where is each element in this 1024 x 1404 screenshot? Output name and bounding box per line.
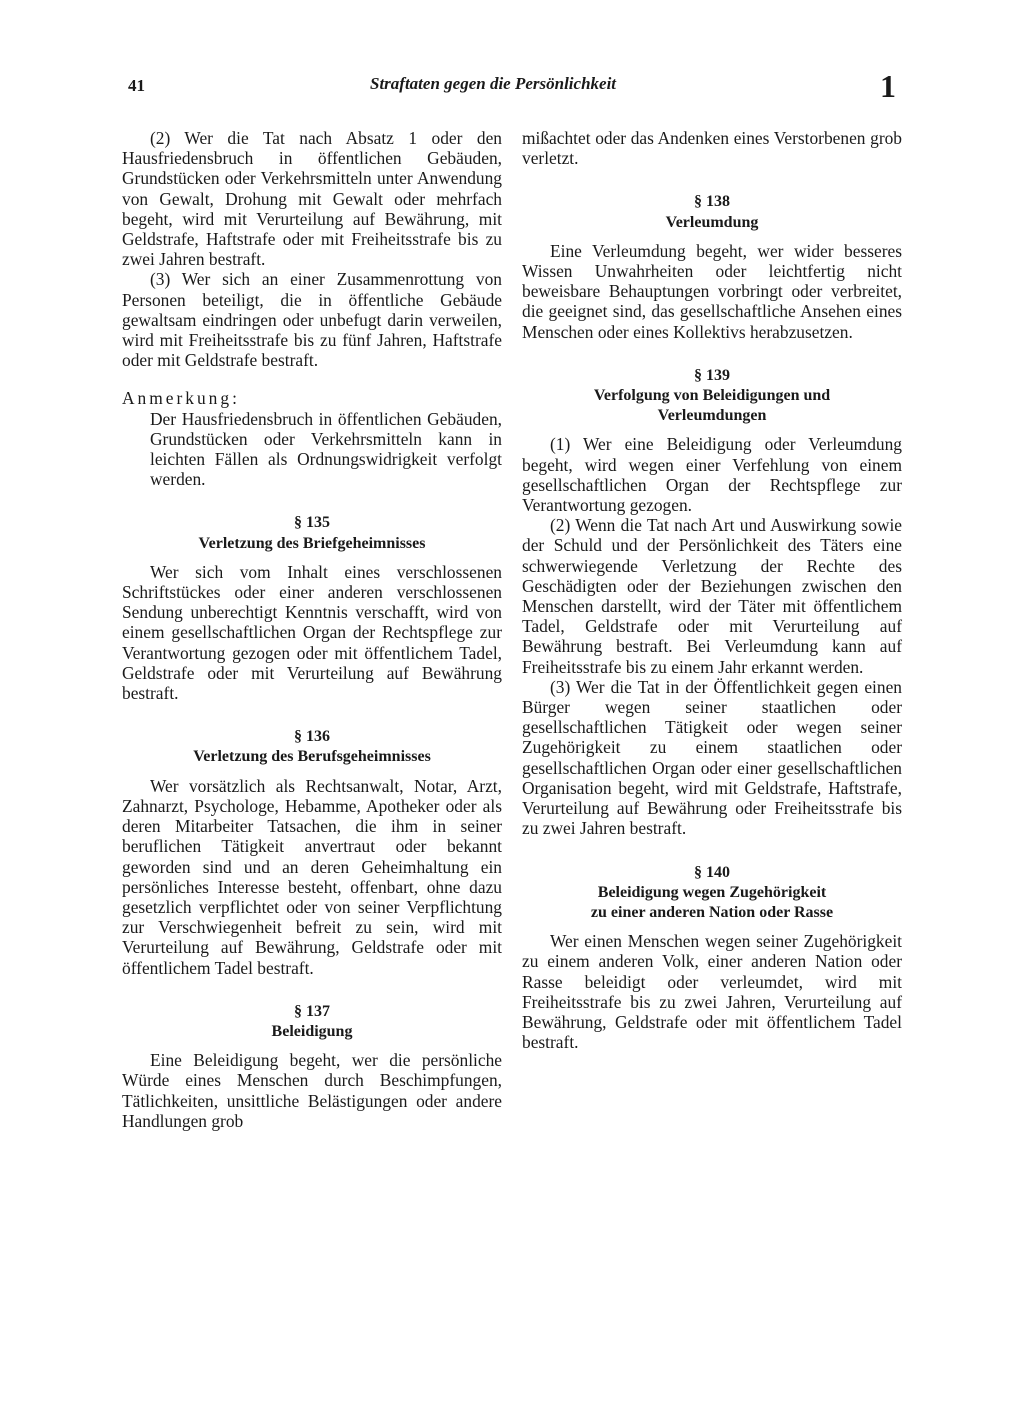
section-137-text: Eine Beleidigung begeht, wer die persönliche Würde eines Menschen durch Beschimpfungen, Tätlichkeiten, unsittliche Belästigungen oder andere Handlungen grob (122, 1050, 502, 1131)
section-140-title-line-1: Beleidigung wegen Zugehörigkeit (597, 883, 827, 901)
section-137-title: Beleidigung (271, 1022, 353, 1040)
section-140-number: § 140 (694, 863, 730, 881)
section-135-title: Verletzung des Briefgeheimnisses (198, 534, 426, 552)
section-139-paragraph-1: (1) Wer eine Beleidigung oder Verleumdung begeht, wird wegen einer Verfehlung von einem gesellschaftlichen Organ der Rechtspflege zur Verantwortung gezogen. (522, 434, 902, 516)
page-number: 41 (128, 76, 145, 95)
running-title: Straftaten gegen die Persönlichkeit (370, 74, 617, 93)
section-135-text: Wer sich vom Inhalt eines verschlossenen Schriftstückes oder einer anderen verschlossenen Sendung unberechtigt Kenntnis verschafft, wird von einem gesellschaftlichen Organ der Rechtspflege zur Verantwortung gezogen oder mit öffentlichem Tadel, Geldstrafe oder mit Verurteilung auf Bewährung bestraft. (122, 561, 502, 704)
chapter-number: 1 (880, 68, 896, 104)
page-header (0, 70, 1024, 110)
section-137-continuation: mißachtet oder das Andenken eines Verstorbenen grob verletzt. (522, 128, 902, 169)
section-140-title-line-2: zu einer anderen Nation oder Rasse (590, 903, 834, 921)
section-139-title-line-2: Verleumdungen (657, 407, 767, 425)
section-136-text: Wer vorsätzlich als Rechtsanwalt, Notar, Arzt, Zahnarzt, Psychologe, Hebamme, Apotheker oder als deren Mitarbeiter Tatsachen, die ihm in seiner beruflichen Tätigkeit anvertraut oder bekannt geworden sind und an deren Geheimhaltung ein persönliches Interesse besteht, offenbart, ohne dazu gesetzlich verpflichtet oder von seiner Verpflichtung zur Verschwiegenheit befreit zu sein, wird mit Verurteilung auf Bewährung, Geldstrafe oder mit öffentlichem Tadel bestraft. (122, 775, 502, 978)
section-136-number: § 136 (294, 728, 330, 746)
section-138-text: Eine Verleumdung begeht, wer wider besseres Wissen Unwahrheiten oder leichtfertig nicht beweisbare Behauptungen vorbringt oder verbreitet, die geeignet sind, das gesellschaftliche Ansehen eines Menschen oder eines Kollektivs herabzusetzen. (522, 240, 902, 342)
section-136-title: Verletzung des Berufsgeheimnisses (193, 748, 431, 766)
note-label: Anmerkung: (122, 388, 240, 409)
note-text: Der Hausfriedensbruch in öffentlichen Gebäuden, Grundstücken oder Verkehrsmitteln kann in leichten Fällen als Ordnungswidrigkeit verfolgt werden. (150, 408, 502, 490)
section-135-number: § 135 (294, 514, 330, 532)
section-139-number: § 139 (694, 366, 730, 384)
section-134-paragraph-3: (3) Wer sich an einer Zusammenrottung von Personen beteiligt, die in öffentliche Gebäude gewaltsam eindringen oder unbefugt darin verweilen, wird mit Freiheitsstrafe bis zu fünf Jahren, Haftstrafe oder mit Geldstrafe bestraft. (122, 269, 502, 371)
left-column (122, 128, 502, 1131)
section-137-number: § 137 (294, 1002, 330, 1020)
section-138-title: Verleumdung (665, 213, 759, 231)
right-column (522, 128, 902, 1052)
section-139-paragraph-2: (2) Wenn die Tat nach Art und Auswirkung sowie der Schuld und der Persönlichkeit des Täters eine schwerwiegende Verletzung der Rechte des Geschädigten oder der Beziehungen zwischen den Menschen darstellt, wird der Täter mit öffentlichem Tadel, Geldstrafe oder mit Verurteilung auf Bewährung bestraft. Bei Verleumdung kann auf Freiheitsstrafe bis zu einem Jahr erkannt werden. (522, 515, 902, 677)
section-140-text: Wer einen Menschen wegen seiner Zugehörigkeit zu einem anderen Volk, einer anderen Nation oder Rasse beleidigt oder verleumdet, wird mit Freiheitsstrafe bis zu zwei Jahren, Verurteilung auf Bewährung, Geldstrafe oder mit öffentlichem Tadel bestraft. (522, 931, 902, 1053)
section-138-number: § 138 (694, 193, 730, 211)
section-139-title-line-1: Verfolgung von Beleidigungen und (593, 387, 831, 405)
section-134-paragraph-2: (2) Wer die Tat nach Absatz 1 oder den Hausfriedensbruch in öffentlichen Gebäuden, Grundstücken oder Verkehrsmitteln unter Anwendung von Gewalt, Drohung mit Gewalt oder mehrfach begeht, wird mit Verurteilung auf Bewährung, mit Geldstrafe, Haftstrafe oder mit Freiheitsstrafe bis zu zwei Jahren bestraft. (122, 128, 502, 270)
section-139-paragraph-3: (3) Wer die Tat in der Öffentlichkeit gegen einen Bürger wegen seiner staatlichen oder gesellschaftlichen Tätigkeit oder wegen seiner Zugehörigkeit zu einem staatlichen oder gesellschaftlichen Organ oder einer gesellschaftlichen Organisation begeht, wird mit Geldstrafe, Haftstrafe, Verurteilung auf Bewährung oder Freiheitsstrafe bis zu zwei Jahren bestraft. (522, 676, 902, 839)
